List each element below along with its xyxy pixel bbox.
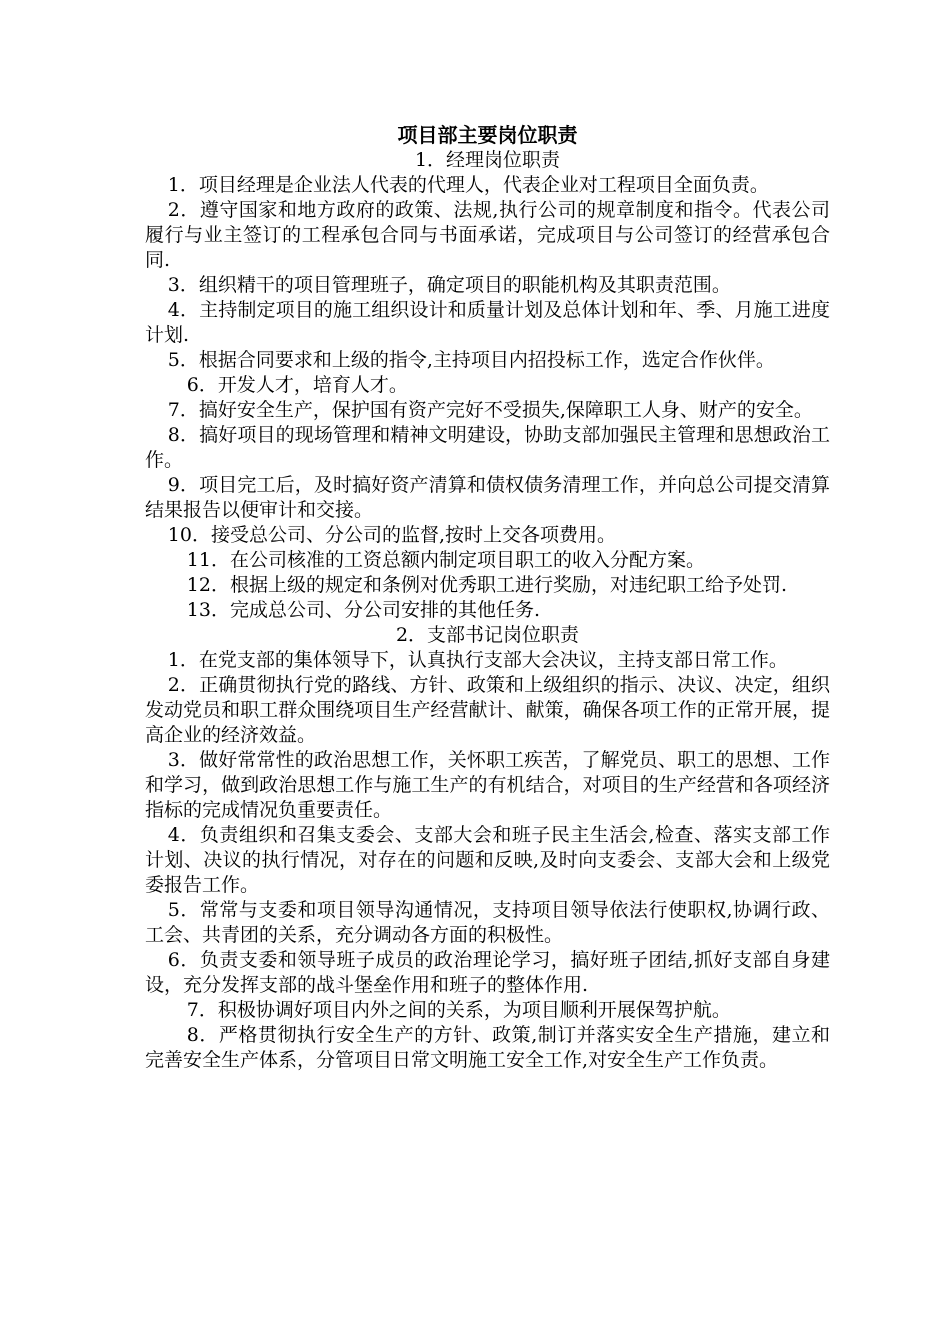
manager-duty-item: 2．遵守国家和地方政府的政策、法规,执行公司的规章制度和指令。代表公司履行与业主签订的工程承包合同与书面承诺，完成项目与公司签订的经营承包合同. bbox=[145, 199, 830, 271]
secretary-duty-item: 4．负责组织和召集支委会、支部大会和班子民主生活会,检查、落实支部工作计划、决议的执行情况，对存在的问题和反映,及时向支委会、支部大会和上级党委报告工作。 bbox=[145, 824, 830, 896]
manager-duty-item: 8．搞好项目的现场管理和精神文明建设，协助支部加强民主管理和思想政治工作。 bbox=[145, 424, 830, 471]
document-content bbox=[145, 122, 830, 1073]
manager-duty-item: 12．根据上级的规定和条例对优秀职工进行奖励，对违纪职工给予处罚. bbox=[186, 574, 788, 596]
section-heading-manager: 1．经理岗位职责 bbox=[414, 149, 561, 171]
manager-duty-item: 4．主持制定项目的施工组织设计和质量计划及总体计划和年、季、月施工进度计划. bbox=[145, 299, 830, 346]
manager-duty-item: 9．项目完工后，及时搞好资产清算和债权债务清理工作，并向总公司提交清算结果报告以便审计和交接。 bbox=[145, 474, 830, 521]
secretary-duty-item: 6．负责支委和领导班子成员的政治理论学习，搞好班子团结,抓好支部自身建设，充分发挥支部的战斗堡垒作用和班子的整体作用. bbox=[145, 949, 830, 996]
secretary-duty-item: 8．严格贯彻执行安全生产的方针、政策,制订并落实安全生产措施，建立和完善安全生产体系，分管项目日常文明施工安全工作,对安全生产工作负责。 bbox=[145, 1024, 830, 1071]
manager-duty-item: 1．项目经理是企业法人代表的代理人，代表企业对工程项目全面负责。 bbox=[167, 174, 769, 196]
manager-duty-item: 3．组织精干的项目管理班子，确定项目的职能机构及其职责范围。 bbox=[167, 274, 731, 296]
secretary-duty-item: 5．常常与支委和项目领导沟通情况，支持项目领导依法行使职权,协调行政、工会、共青团的关系，充分调动各方面的积极性。 bbox=[145, 899, 830, 946]
document-title: 项目部主要岗位职责 bbox=[397, 123, 578, 147]
manager-duty-item: 13．完成总公司、分公司安排的其他任务. bbox=[186, 599, 541, 621]
secretary-duty-item: 2．正确贯彻执行党的路线、方针、政策和上级组织的指示、决议、决定，组织发动党员和职工群众围绕项目生产经营献计、献策，确保各项工作的正常开展，提高企业的经济效益。 bbox=[145, 674, 830, 746]
secretary-duty-item: 1．在党支部的集体领导下，认真执行支部大会决议，主持支部日常工作。 bbox=[167, 649, 788, 671]
manager-duty-item: 10．接受总公司、分公司的监督,按时上交各项费用。 bbox=[167, 524, 617, 546]
manager-duty-item: 6．开发人才，培育人才。 bbox=[186, 374, 408, 396]
manager-duty-item: 11．在公司核准的工资总额内制定项目职工的收入分配方案。 bbox=[186, 549, 705, 571]
manager-duty-item: 7．搞好安全生产，保护国有资产完好不受损失,保障职工人身、财产的安全。 bbox=[167, 399, 813, 421]
manager-duty-item: 5．根据合同要求和上级的指令,主持项目内招投标工作，选定合作伙伴。 bbox=[167, 349, 775, 371]
secretary-duty-item: 7．积极协调好项目内外之间的关系，为项目顺利开展保驾护航。 bbox=[186, 999, 731, 1021]
secretary-duty-item: 3．做好常常性的政治思想工作，关怀职工疾苦，了解党员、职工的思想、工作和学习，做到政治思想工作与施工生产的有机结合，对项目的生产经营和各项经济指标的完成情况负重要责任。 bbox=[145, 749, 830, 821]
section-heading-secretary: 2．支部书记岗位职责 bbox=[395, 624, 580, 646]
